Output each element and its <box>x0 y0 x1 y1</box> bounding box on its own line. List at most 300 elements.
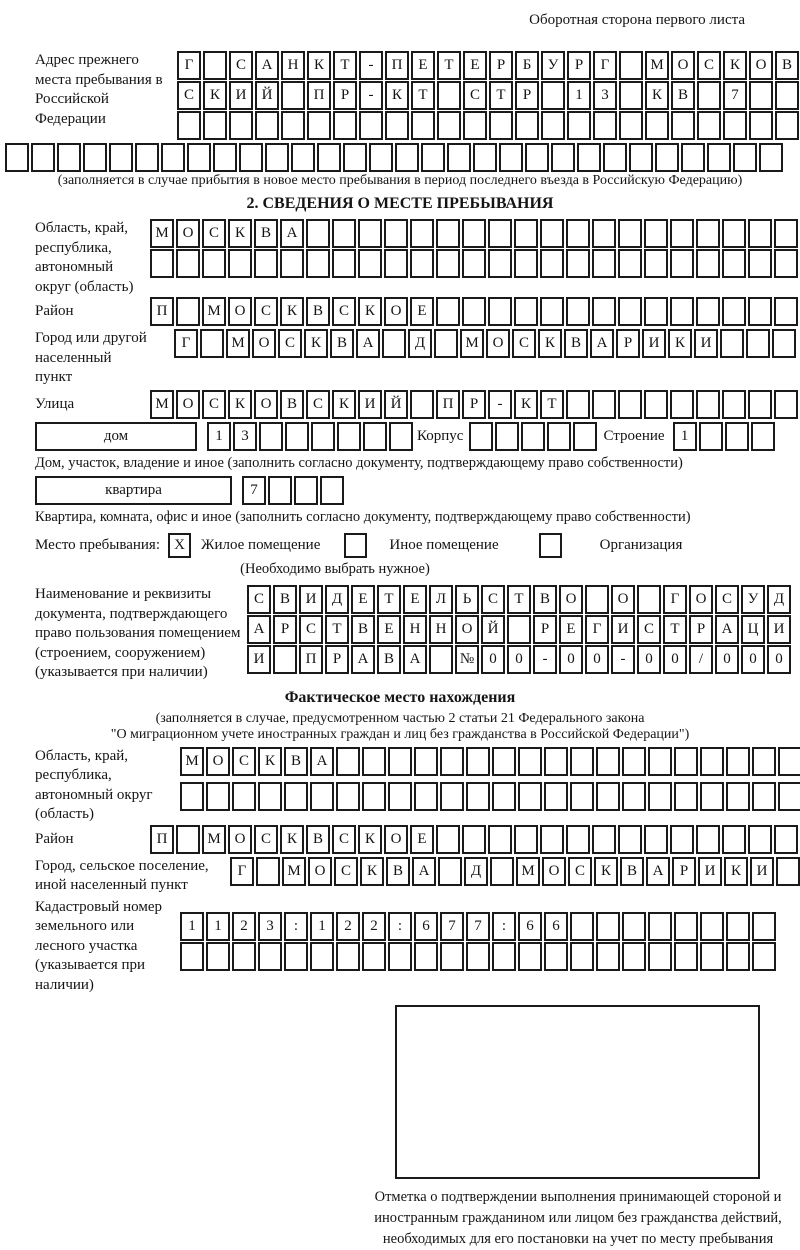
form-cell[interactable] <box>648 747 672 776</box>
form-cell[interactable]: Д <box>767 585 791 614</box>
form-cell[interactable] <box>748 219 772 248</box>
form-cell[interactable]: М <box>150 219 174 248</box>
form-cell[interactable] <box>255 111 279 140</box>
form-cell[interactable] <box>720 329 744 358</box>
form-cell[interactable] <box>466 782 490 811</box>
form-cell[interactable] <box>775 81 799 110</box>
form-cell[interactable] <box>570 747 594 776</box>
form-cell[interactable]: : <box>492 912 516 941</box>
form-cell[interactable]: А <box>255 51 279 80</box>
form-cell[interactable]: Т <box>325 615 349 644</box>
form-cell[interactable]: С <box>332 297 356 326</box>
form-cell[interactable] <box>206 782 230 811</box>
form-cell[interactable]: В <box>273 585 297 614</box>
form-cell[interactable] <box>343 143 367 172</box>
form-cell[interactable]: 0 <box>481 645 505 674</box>
form-cell[interactable]: И <box>767 615 791 644</box>
checkbox-zhiloe[interactable]: X <box>168 533 191 558</box>
form-cell[interactable]: И <box>694 329 718 358</box>
form-cell[interactable]: П <box>299 645 323 674</box>
form-cell[interactable]: 0 <box>559 645 583 674</box>
form-cell[interactable] <box>618 219 642 248</box>
form-cell[interactable]: С <box>299 615 323 644</box>
form-cell[interactable] <box>540 297 564 326</box>
form-cell[interactable]: С <box>232 747 256 776</box>
form-cell[interactable] <box>648 912 672 941</box>
form-cell[interactable] <box>203 51 227 80</box>
form-cell[interactable] <box>359 111 383 140</box>
form-cell[interactable] <box>551 143 575 172</box>
form-cell[interactable] <box>31 143 55 172</box>
form-cell[interactable] <box>726 747 750 776</box>
form-cell[interactable]: / <box>689 645 713 674</box>
checkbox-org[interactable] <box>539 533 562 558</box>
form-cell[interactable] <box>463 111 487 140</box>
form-cell[interactable]: 0 <box>585 645 609 674</box>
form-cell[interactable]: Д <box>408 329 432 358</box>
form-cell[interactable] <box>596 747 620 776</box>
form-cell[interactable] <box>618 825 642 854</box>
form-cell[interactable]: Г <box>663 585 687 614</box>
form-cell[interactable] <box>774 219 798 248</box>
form-cell[interactable] <box>436 219 460 248</box>
form-cell[interactable] <box>281 81 305 110</box>
form-cell[interactable] <box>466 747 490 776</box>
form-cell[interactable] <box>670 249 694 278</box>
form-cell[interactable] <box>515 111 539 140</box>
form-cell[interactable]: В <box>775 51 799 80</box>
form-cell[interactable]: 3 <box>593 81 617 110</box>
form-cell[interactable] <box>566 390 590 419</box>
form-cell[interactable] <box>518 942 542 971</box>
form-cell[interactable] <box>469 422 493 451</box>
form-cell[interactable] <box>488 249 512 278</box>
form-cell[interactable] <box>488 219 512 248</box>
form-cell[interactable] <box>384 249 408 278</box>
form-cell[interactable] <box>722 249 746 278</box>
form-cell[interactable]: К <box>723 51 747 80</box>
form-cell[interactable] <box>648 942 672 971</box>
form-cell[interactable] <box>268 476 292 505</box>
form-cell[interactable] <box>655 143 679 172</box>
form-cell[interactable]: К <box>280 297 304 326</box>
form-cell[interactable]: : <box>284 912 308 941</box>
form-cell[interactable]: У <box>741 585 765 614</box>
form-cell[interactable]: С <box>202 390 226 419</box>
form-cell[interactable] <box>311 422 335 451</box>
form-cell[interactable]: Т <box>489 81 513 110</box>
form-cell[interactable] <box>544 747 568 776</box>
form-cell[interactable]: В <box>564 329 588 358</box>
form-cell[interactable]: 0 <box>715 645 739 674</box>
form-cell[interactable]: Й <box>255 81 279 110</box>
form-cell[interactable]: О <box>206 747 230 776</box>
form-cell[interactable] <box>645 111 669 140</box>
form-cell[interactable] <box>752 747 776 776</box>
form-cell[interactable] <box>566 825 590 854</box>
form-cell[interactable]: Г <box>593 51 617 80</box>
form-cell[interactable] <box>775 111 799 140</box>
form-cell[interactable]: С <box>334 857 358 886</box>
form-cell[interactable] <box>670 390 694 419</box>
form-cell[interactable] <box>696 390 720 419</box>
form-cell[interactable]: Й <box>384 390 408 419</box>
form-cell[interactable]: К <box>360 857 384 886</box>
form-cell[interactable] <box>437 111 461 140</box>
form-cell[interactable] <box>150 249 174 278</box>
form-cell[interactable]: С <box>568 857 592 886</box>
form-cell[interactable]: К <box>228 390 252 419</box>
form-cell[interactable] <box>310 782 334 811</box>
form-cell[interactable] <box>722 297 746 326</box>
form-cell[interactable]: 7 <box>242 476 266 505</box>
form-cell[interactable]: И <box>750 857 774 886</box>
form-cell[interactable]: В <box>254 219 278 248</box>
form-cell[interactable] <box>337 422 361 451</box>
form-cell[interactable]: К <box>332 390 356 419</box>
form-cell[interactable]: С <box>697 51 721 80</box>
form-cell[interactable] <box>696 297 720 326</box>
form-cell[interactable]: В <box>306 825 330 854</box>
form-cell[interactable]: П <box>385 51 409 80</box>
form-cell[interactable] <box>752 782 776 811</box>
form-cell[interactable]: Д <box>325 585 349 614</box>
form-cell[interactable] <box>700 942 724 971</box>
form-cell[interactable] <box>436 825 460 854</box>
form-cell[interactable] <box>429 645 453 674</box>
form-cell[interactable]: С <box>254 825 278 854</box>
form-cell[interactable] <box>414 782 438 811</box>
form-cell[interactable] <box>440 747 464 776</box>
form-cell[interactable]: К <box>307 51 331 80</box>
form-cell[interactable]: С <box>202 219 226 248</box>
form-cell[interactable] <box>466 942 490 971</box>
form-cell[interactable]: Р <box>689 615 713 644</box>
form-cell[interactable] <box>570 942 594 971</box>
form-cell[interactable]: А <box>403 645 427 674</box>
form-cell[interactable] <box>748 297 772 326</box>
form-cell[interactable]: О <box>486 329 510 358</box>
form-cell[interactable]: О <box>455 615 479 644</box>
form-cell[interactable] <box>541 81 565 110</box>
form-cell[interactable]: В <box>351 615 375 644</box>
form-cell[interactable] <box>385 111 409 140</box>
form-cell[interactable] <box>411 111 435 140</box>
form-cell[interactable]: Н <box>429 615 453 644</box>
form-cell[interactable] <box>362 782 386 811</box>
form-cell[interactable]: Т <box>411 81 435 110</box>
form-cell[interactable] <box>778 782 800 811</box>
form-cell[interactable] <box>388 747 412 776</box>
form-cell[interactable]: 0 <box>741 645 765 674</box>
form-cell[interactable] <box>57 143 81 172</box>
form-cell[interactable]: В <box>386 857 410 886</box>
form-cell[interactable] <box>697 111 721 140</box>
form-cell[interactable] <box>700 912 724 941</box>
form-cell[interactable] <box>774 390 798 419</box>
form-cell[interactable] <box>414 747 438 776</box>
form-cell[interactable] <box>200 329 224 358</box>
form-cell[interactable] <box>488 297 512 326</box>
form-cell[interactable] <box>629 143 653 172</box>
form-cell[interactable]: Т <box>540 390 564 419</box>
form-cell[interactable]: Р <box>325 645 349 674</box>
form-cell[interactable] <box>544 942 568 971</box>
form-cell[interactable]: В <box>284 747 308 776</box>
form-cell[interactable]: Б <box>515 51 539 80</box>
form-cell[interactable] <box>258 942 282 971</box>
form-cell[interactable]: К <box>228 219 252 248</box>
form-cell[interactable] <box>492 782 516 811</box>
form-cell[interactable] <box>592 219 616 248</box>
form-cell[interactable]: У <box>541 51 565 80</box>
form-cell[interactable] <box>644 825 668 854</box>
form-cell[interactable]: Г <box>585 615 609 644</box>
form-cell[interactable] <box>619 81 643 110</box>
form-cell[interactable]: А <box>412 857 436 886</box>
form-cell[interactable]: 0 <box>767 645 791 674</box>
form-cell[interactable]: Н <box>281 51 305 80</box>
form-cell[interactable]: 6 <box>544 912 568 941</box>
form-cell[interactable] <box>213 143 237 172</box>
form-cell[interactable]: К <box>358 297 382 326</box>
form-cell[interactable] <box>83 143 107 172</box>
form-cell[interactable] <box>280 249 304 278</box>
form-cell[interactable]: К <box>203 81 227 110</box>
form-cell[interactable] <box>521 422 545 451</box>
form-cell[interactable] <box>259 422 283 451</box>
form-cell[interactable]: 7 <box>466 912 490 941</box>
form-cell[interactable] <box>722 219 746 248</box>
form-cell[interactable]: О <box>559 585 583 614</box>
form-cell[interactable] <box>618 390 642 419</box>
form-cell[interactable] <box>618 297 642 326</box>
form-cell[interactable] <box>670 297 694 326</box>
form-cell[interactable] <box>547 422 571 451</box>
form-cell[interactable] <box>363 422 387 451</box>
form-cell[interactable] <box>725 422 749 451</box>
form-cell[interactable]: Е <box>377 615 401 644</box>
form-cell[interactable] <box>203 111 227 140</box>
form-cell[interactable]: 7 <box>440 912 464 941</box>
form-cell[interactable] <box>232 942 256 971</box>
form-cell[interactable]: Т <box>333 51 357 80</box>
form-cell[interactable]: О <box>228 297 252 326</box>
form-cell[interactable] <box>670 825 694 854</box>
form-cell[interactable] <box>507 615 531 644</box>
form-cell[interactable] <box>294 476 318 505</box>
form-cell[interactable] <box>723 111 747 140</box>
form-cell[interactable] <box>518 747 542 776</box>
form-cell[interactable] <box>488 825 512 854</box>
form-cell[interactable]: И <box>698 857 722 886</box>
form-cell[interactable]: А <box>310 747 334 776</box>
form-cell[interactable] <box>258 782 282 811</box>
form-cell[interactable] <box>410 219 434 248</box>
form-cell[interactable] <box>540 825 564 854</box>
form-cell[interactable] <box>540 249 564 278</box>
form-cell[interactable]: С <box>481 585 505 614</box>
form-cell[interactable]: Е <box>411 51 435 80</box>
form-cell[interactable] <box>473 143 497 172</box>
form-cell[interactable]: Д <box>464 857 488 886</box>
form-cell[interactable]: М <box>460 329 484 358</box>
form-cell[interactable] <box>490 857 514 886</box>
form-cell[interactable] <box>284 782 308 811</box>
form-cell[interactable] <box>285 422 309 451</box>
form-cell[interactable]: О <box>611 585 635 614</box>
form-cell[interactable] <box>336 747 360 776</box>
form-cell[interactable]: И <box>642 329 666 358</box>
form-cell[interactable] <box>699 422 723 451</box>
form-cell[interactable] <box>256 857 280 886</box>
form-cell[interactable]: В <box>280 390 304 419</box>
form-cell[interactable]: В <box>330 329 354 358</box>
form-cell[interactable] <box>229 111 253 140</box>
form-cell[interactable]: Р <box>616 329 640 358</box>
form-cell[interactable]: Т <box>377 585 401 614</box>
form-cell[interactable] <box>644 390 668 419</box>
form-cell[interactable]: М <box>202 297 226 326</box>
form-cell[interactable]: С <box>229 51 253 80</box>
form-cell[interactable] <box>362 747 386 776</box>
form-cell[interactable] <box>696 825 720 854</box>
form-cell[interactable] <box>206 942 230 971</box>
form-cell[interactable] <box>462 249 486 278</box>
form-cell[interactable] <box>232 782 256 811</box>
form-cell[interactable] <box>109 143 133 172</box>
form-cell[interactable] <box>593 111 617 140</box>
form-cell[interactable]: 3 <box>233 422 257 451</box>
form-cell[interactable] <box>265 143 289 172</box>
form-cell[interactable] <box>187 143 211 172</box>
form-cell[interactable]: 1 <box>673 422 697 451</box>
form-cell[interactable] <box>5 143 29 172</box>
form-cell[interactable] <box>592 825 616 854</box>
form-cell[interactable]: В <box>377 645 401 674</box>
form-cell[interactable]: М <box>180 747 204 776</box>
form-cell[interactable] <box>752 912 776 941</box>
form-cell[interactable]: 2 <box>362 912 386 941</box>
form-cell[interactable] <box>648 782 672 811</box>
form-cell[interactable] <box>436 297 460 326</box>
form-cell[interactable]: 0 <box>507 645 531 674</box>
form-cell[interactable]: Г <box>230 857 254 886</box>
form-cell[interactable]: В <box>306 297 330 326</box>
form-cell[interactable] <box>514 249 538 278</box>
form-cell[interactable]: 1 <box>310 912 334 941</box>
form-cell[interactable]: Г <box>177 51 201 80</box>
form-cell[interactable] <box>707 143 731 172</box>
form-cell[interactable] <box>434 329 458 358</box>
form-cell[interactable]: 3 <box>258 912 282 941</box>
form-cell[interactable]: Е <box>559 615 583 644</box>
form-cell[interactable]: И <box>358 390 382 419</box>
form-cell[interactable] <box>674 912 698 941</box>
form-cell[interactable]: А <box>247 615 271 644</box>
form-cell[interactable]: С <box>306 390 330 419</box>
form-cell[interactable]: М <box>202 825 226 854</box>
form-cell[interactable] <box>746 329 770 358</box>
form-cell[interactable] <box>306 249 330 278</box>
form-cell[interactable]: О <box>254 390 278 419</box>
form-cell[interactable] <box>410 390 434 419</box>
form-cell[interactable] <box>674 747 698 776</box>
form-cell[interactable]: Р <box>672 857 696 886</box>
form-cell[interactable] <box>177 111 201 140</box>
form-cell[interactable]: В <box>533 585 557 614</box>
form-cell[interactable]: М <box>226 329 250 358</box>
form-cell[interactable] <box>514 297 538 326</box>
form-cell[interactable] <box>748 825 772 854</box>
form-cell[interactable] <box>540 219 564 248</box>
form-cell[interactable]: О <box>689 585 713 614</box>
form-cell[interactable] <box>670 219 694 248</box>
form-cell[interactable]: С <box>254 297 278 326</box>
form-cell[interactable]: В <box>620 857 644 886</box>
form-cell[interactable] <box>722 825 746 854</box>
form-cell[interactable]: Т <box>663 615 687 644</box>
form-cell[interactable]: : <box>388 912 412 941</box>
form-cell[interactable] <box>696 219 720 248</box>
form-cell[interactable] <box>389 422 413 451</box>
form-cell[interactable]: О <box>384 825 408 854</box>
form-cell[interactable]: С <box>177 81 201 110</box>
checkbox-inoe[interactable] <box>344 533 367 558</box>
form-cell[interactable]: О <box>308 857 332 886</box>
form-cell[interactable] <box>382 329 406 358</box>
form-cell[interactable]: О <box>228 825 252 854</box>
form-cell[interactable] <box>592 249 616 278</box>
form-cell[interactable] <box>759 143 783 172</box>
form-cell[interactable] <box>437 81 461 110</box>
form-cell[interactable] <box>733 143 757 172</box>
form-cell[interactable] <box>135 143 159 172</box>
form-cell[interactable] <box>585 585 609 614</box>
form-cell[interactable] <box>180 942 204 971</box>
form-cell[interactable] <box>749 81 773 110</box>
form-cell[interactable] <box>525 143 549 172</box>
form-cell[interactable]: 6 <box>518 912 542 941</box>
form-cell[interactable] <box>674 782 698 811</box>
form-cell[interactable]: М <box>282 857 306 886</box>
form-cell[interactable] <box>447 143 471 172</box>
form-cell[interactable] <box>228 249 252 278</box>
form-cell[interactable]: П <box>307 81 331 110</box>
form-cell[interactable] <box>573 422 597 451</box>
form-cell[interactable]: 6 <box>414 912 438 941</box>
form-cell[interactable]: А <box>351 645 375 674</box>
form-cell[interactable] <box>462 297 486 326</box>
form-cell[interactable]: 1 <box>206 912 230 941</box>
form-cell[interactable]: 1 <box>180 912 204 941</box>
form-cell[interactable] <box>644 249 668 278</box>
form-cell[interactable] <box>161 143 185 172</box>
form-cell[interactable]: К <box>538 329 562 358</box>
form-cell[interactable] <box>336 782 360 811</box>
form-cell[interactable]: Р <box>489 51 513 80</box>
form-cell[interactable]: Р <box>533 615 557 644</box>
form-cell[interactable]: Р <box>515 81 539 110</box>
form-cell[interactable]: А <box>590 329 614 358</box>
form-cell[interactable]: П <box>150 825 174 854</box>
form-cell[interactable]: К <box>514 390 538 419</box>
form-cell[interactable] <box>566 249 590 278</box>
form-cell[interactable] <box>570 912 594 941</box>
form-cell[interactable] <box>749 111 773 140</box>
form-cell[interactable] <box>570 782 594 811</box>
form-cell[interactable]: Е <box>403 585 427 614</box>
